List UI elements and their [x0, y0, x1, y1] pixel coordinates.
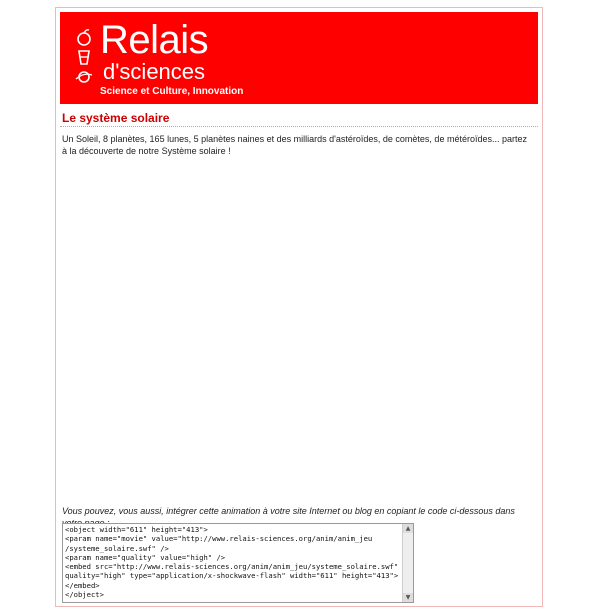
planet-icon	[74, 68, 94, 86]
page-frame	[55, 7, 543, 607]
title-divider	[60, 126, 538, 127]
page-title: Le système solaire	[62, 111, 170, 125]
brand-name-line2: d'sciences	[103, 59, 206, 84]
code-scrollbar[interactable]	[402, 524, 413, 602]
intro-text: Un Soleil, 8 planètes, 165 lunes, 5 planètes naines et des milliards d'astéroïdes, de comètes, de météroïdes... partez à la découverte de notre Système solaire !	[62, 134, 527, 156]
site-banner[interactable]	[60, 12, 538, 104]
logo-icon-column	[74, 28, 94, 88]
scroll-down-icon[interactable]: ▼	[403, 593, 413, 602]
brand-tagline: Science et Culture, Innovation	[100, 86, 244, 97]
brand-name-line1: Relais	[100, 18, 209, 62]
embed-code-text[interactable]: <object width="611" height="413"> <param name="movie" value="http://www.relais-sciences.org/anim/anim_jeu /systeme_solaire.swf" /> <param name="quality" value="high" /> <embed src="http://www.relais-sciences.org/anim/anim_jeu/systeme_solaire.swf" quality="high" type="application/x-shockwave-flash" width="611" height="413"> </embed> </object>	[65, 525, 399, 600]
embed-code-textarea[interactable]	[62, 523, 414, 603]
scroll-up-icon[interactable]: ▲	[403, 524, 413, 533]
beaker-icon	[74, 48, 94, 66]
embed-instructions: Vous pouvez, vous aussi, intégrer cette animation à votre site Internet ou blog en copiant le code ci-dessous dans	[62, 506, 515, 516]
apple-icon	[74, 28, 94, 46]
